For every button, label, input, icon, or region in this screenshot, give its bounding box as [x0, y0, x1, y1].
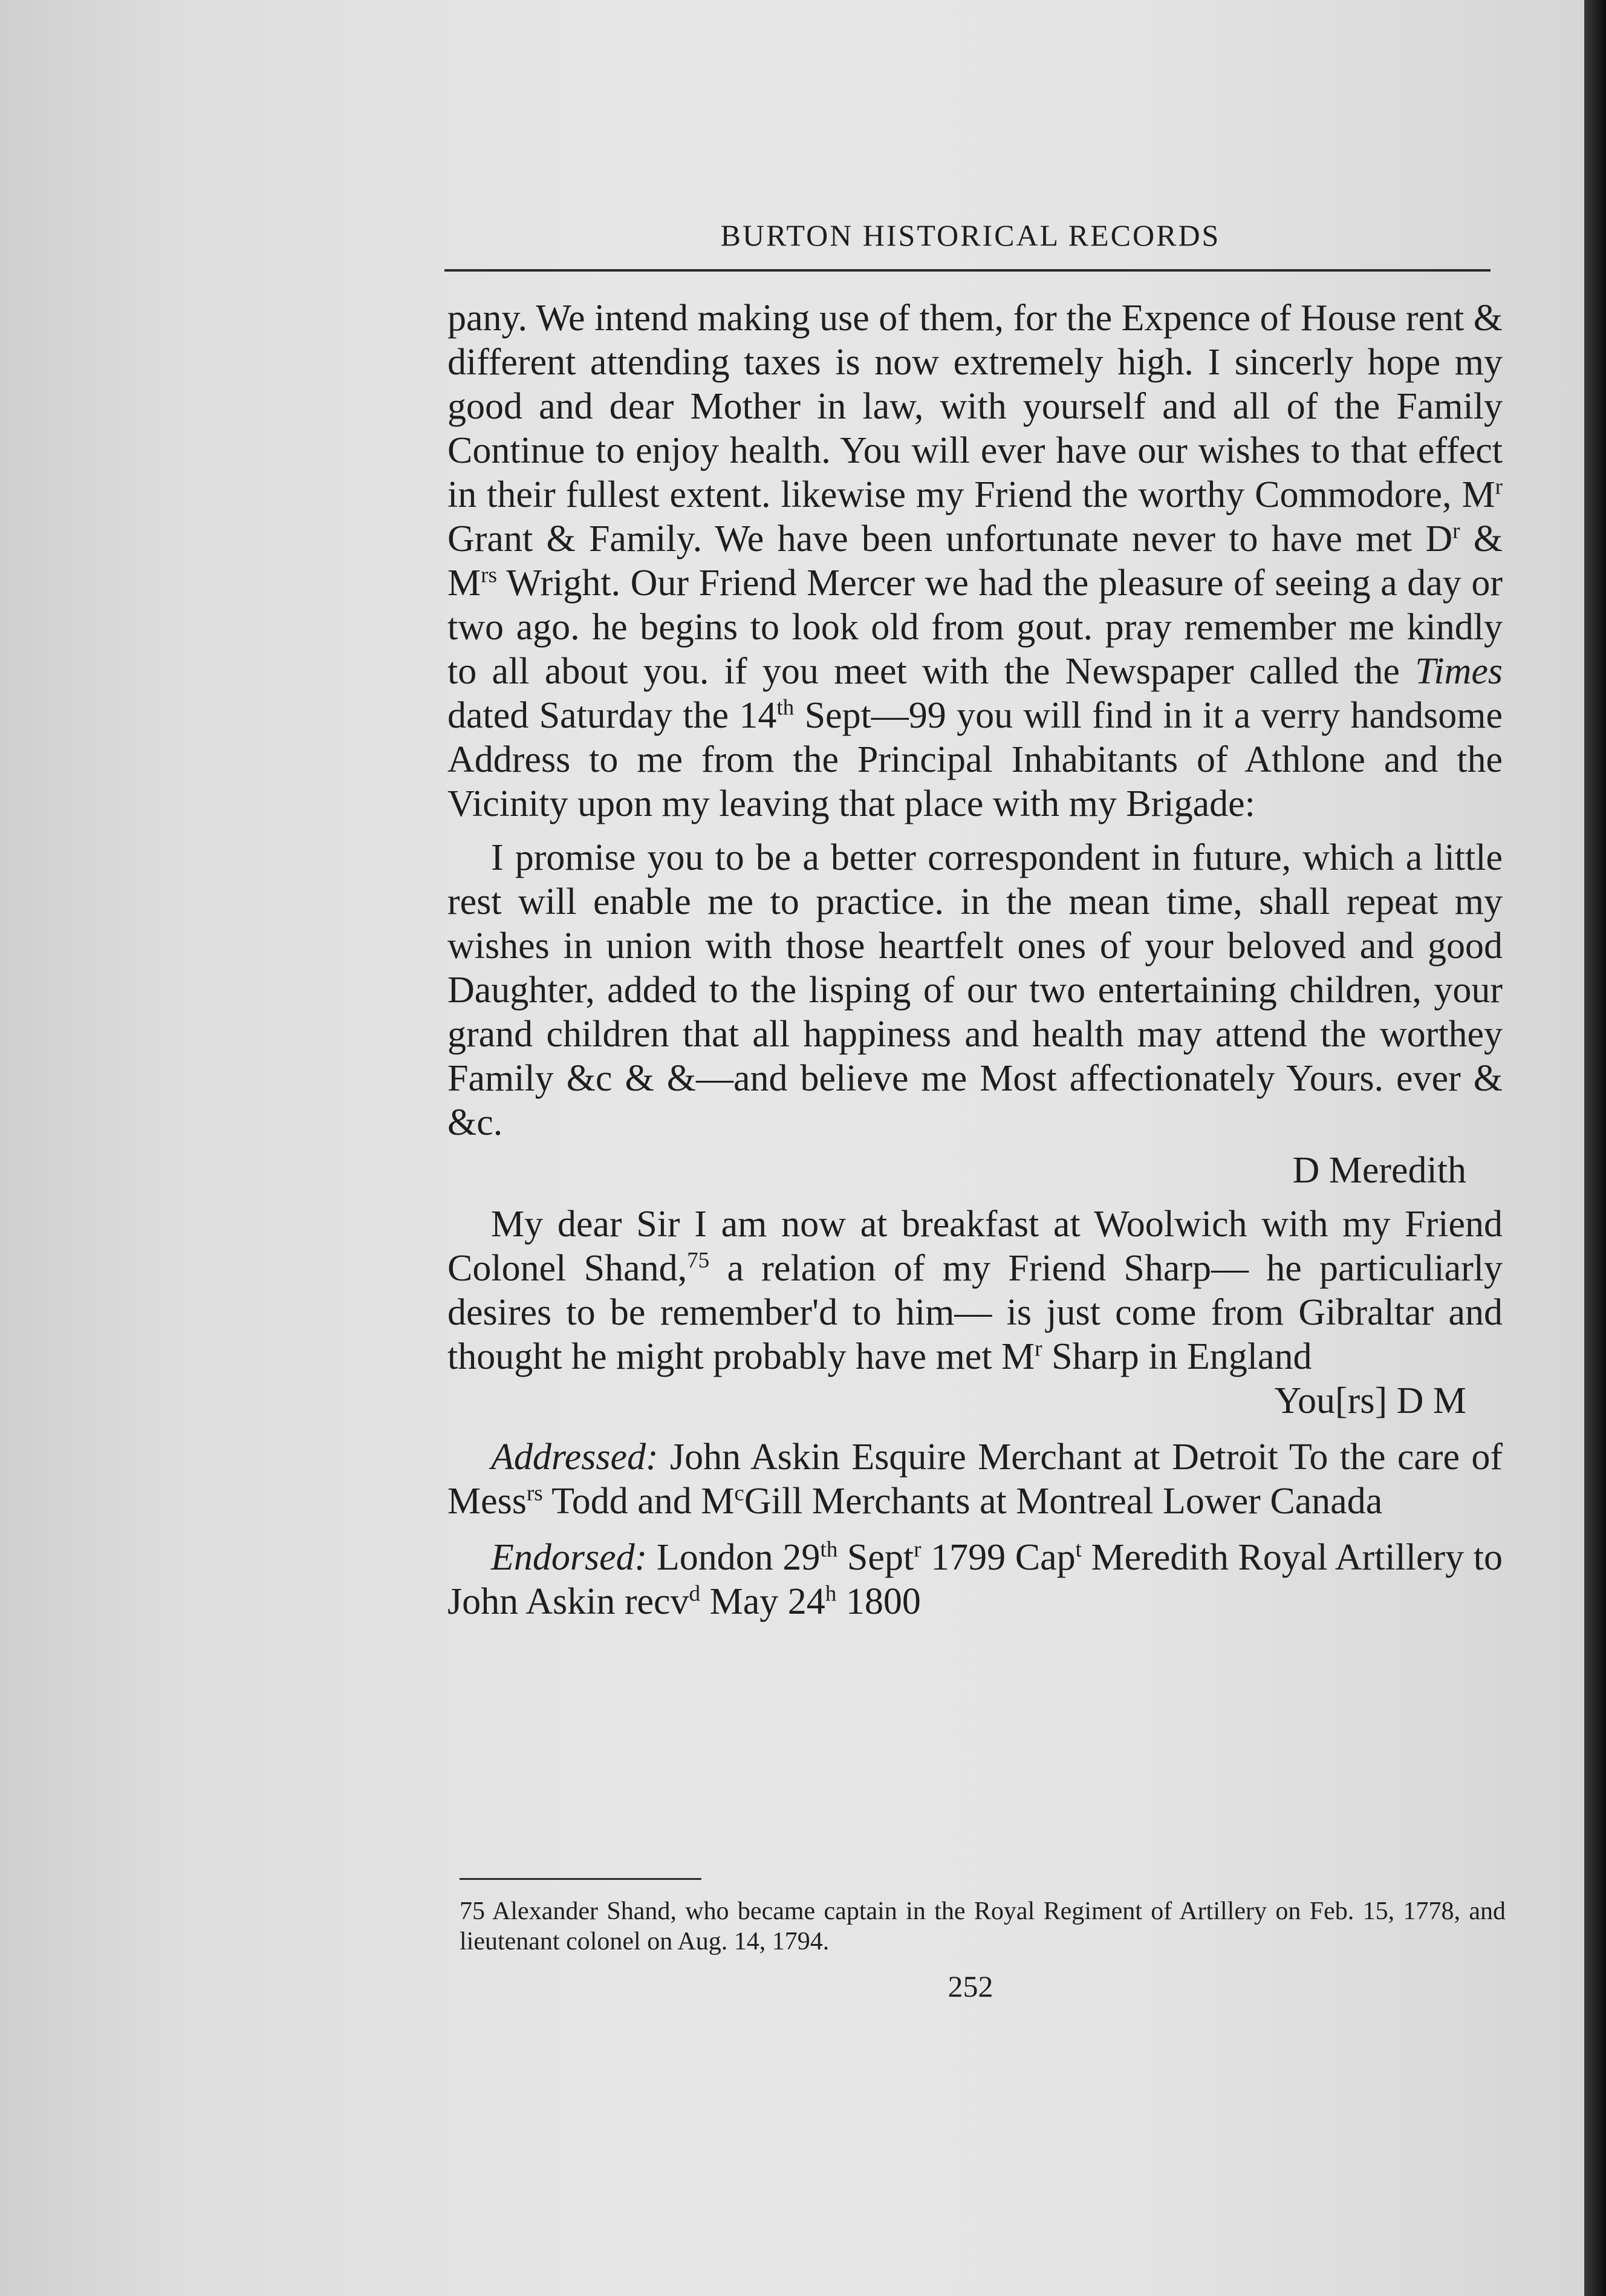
header-rule	[444, 269, 1491, 272]
address-label: Addressed:	[491, 1437, 658, 1478]
scan-edge	[1584, 0, 1606, 2296]
footnote-reference: 75	[687, 1248, 710, 1273]
footnote-rule	[460, 1878, 701, 1880]
footnote: 75 Alexander Shand, who became captain in the Royal Regiment of Artillery on Feb. 15, 1778, and lieutenant colonel on Aug. 14, 1794.	[460, 1897, 1506, 1955]
letter-signature: D Meredith	[1292, 1150, 1466, 1191]
newspaper-title: Times	[1415, 651, 1503, 692]
running-header: BURTON HISTORICAL RECORDS	[720, 218, 1221, 252]
endorsement-paragraph: Endorsed: London 29th Sept$^r$ 1799 Cap$^t$ Meredith Royal Artillery to John Askin recv$^d$ May 24$^h$ 1800	[447, 1537, 1503, 1622]
letter-paragraph-2: I promise you to be a better correspondent in future, which a little rest will enable me to practice. in the mean time, shall repeat my wishes in union with those heartfelt ones of your beloved and good Daughter, added to the lisping of our two entertaining children, your grand children that all happiness and health may attend the worthey Family &c & &—and believe me Most affectionately Yours. ever & &c.	[447, 837, 1503, 1143]
postscript-signature: You[rs] D M	[1274, 1380, 1466, 1421]
address-paragraph: Addressed: John Askin Esquire Merchant at Detroit To the care of Mess$^{rs}$ Todd and $M^cGill$ Merchants at Montreal Lower Canada	[447, 1437, 1503, 1522]
postscript-paragraph: My dear Sir I am now at breakfast at Woolwich with my Friend Colonel Shand,$^{75}$ a relation of my Friend Sharp— he particuliarly desires to be remember'd to him— is just come from Gibraltar and thought he might probably have met $M^r$ Sharp in England	[447, 1204, 1503, 1377]
page-number: 252	[948, 1969, 993, 2003]
letter-paragraph-1: pany. We intend making use of them, for the Expence of House rent & different attending taxes is now extremely high. I sincerly hope my good and dear Mother in law, with yourself and all of the Family Continue to enjoy health. You will ever have our wishes to that effect in their fullest extent. likewise my Friend the worthy Commodore, $M^r$ Grant & Family. We have been unfortunate never to have met $D^r$ & $M^{rs}$ Wright. Our Friend Mercer we had the pleasure of seeing a day or two ago. he begins to look old from gout. pray remember me kindly to all about you. if you meet with the Newspaper called the Times dated Saturday the 14th Sept—99 you will find in it a verry handsome Address to me from the Principal Inhabitants of Athlone and the Vicinity upon my leaving that place with my Brigade:	[447, 298, 1503, 824]
letter-body	[447, 296, 1503, 1624]
endorsement-label: Endorsed:	[491, 1537, 648, 1578]
